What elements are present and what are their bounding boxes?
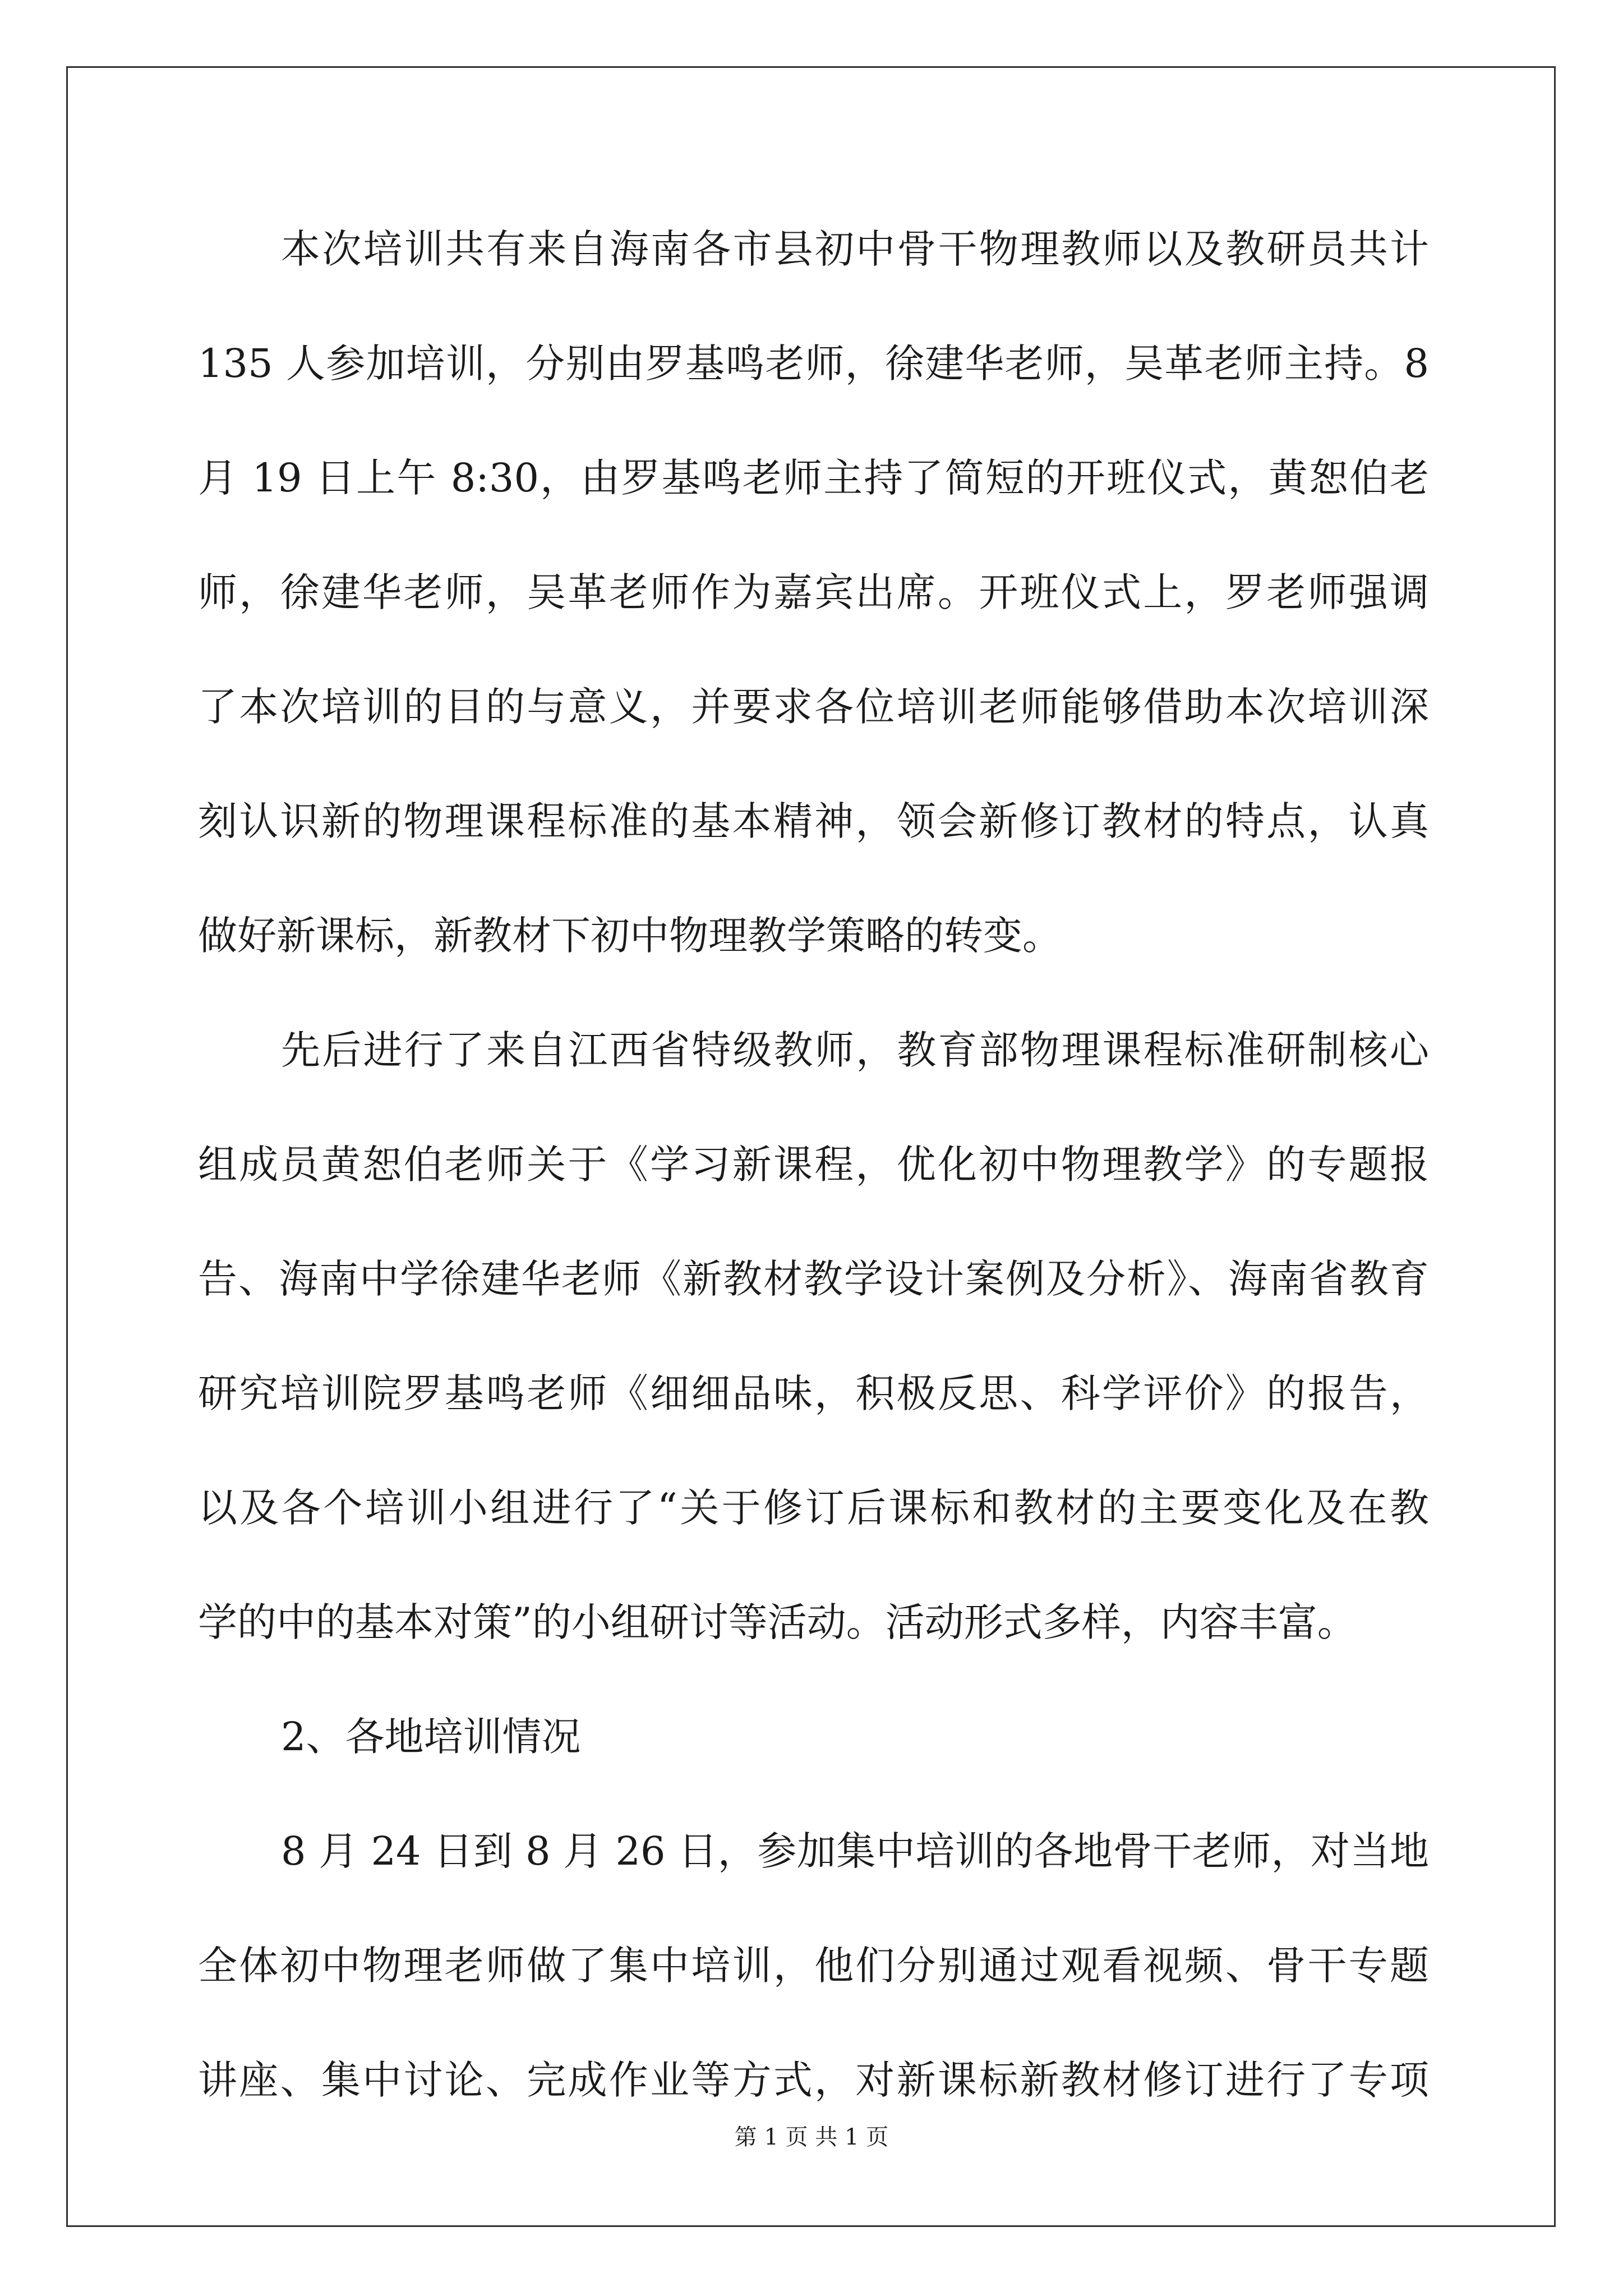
paragraph-2-line-4: 研究培训院罗基鸣老师《细细品味，积极反思、科学评价》的报告， <box>198 1370 1429 1416</box>
paragraph-1-line-7: 做好新课标，新教材下初中物理教学策略的转变。 <box>198 913 1062 959</box>
paragraph-2-line-6: 学的中的基本对策”的小组研讨等活动。活动形式多样，内容丰富。 <box>198 1599 1357 1645</box>
paragraph-1-line-3: 月 19 日上午 8:30，由罗基鸣老师主持了简短的开班仪式，黄恕伯老 <box>198 455 1429 501</box>
paragraph-1-line-5: 了本次培训的目的与意义，并要求各位培训老师能够借助本次培训深 <box>198 684 1429 730</box>
page-number-footer: 第 1 页 共 1 页 <box>734 2124 889 2150</box>
document-body <box>198 216 1429 2161</box>
paragraph-1-line-1: 本次培训共有来自海南各市县初中骨干物理教师以及教研员共计 <box>281 226 1429 272</box>
paragraph-4-line-2: 全体初中物理老师做了集中培训，他们分别通过观看视频、骨干专题 <box>198 1943 1429 1989</box>
paragraph-2-line-2: 组成员黄恕伯老师关于《学习新课程，优化初中物理教学》的专题报 <box>198 1142 1429 1188</box>
paragraph-2-line-3: 告、海南中学徐建华老师《新教材教学设计案例及分析》、海南省教育 <box>198 1256 1429 1302</box>
paragraph-1-line-2: 135 人参加培训，分别由罗基鸣老师，徐建华老师，吴革老师主持。8 <box>198 341 1429 386</box>
section-heading: 2、各地培训情况 <box>281 1714 581 1760</box>
paragraph-4-line-3: 讲座、集中讨论、完成作业等方式，对新课标新教材修订进行了专项 <box>198 2057 1429 2103</box>
paragraph-4-line-1: 8 月 24 日到 8 月 26 日，参加集中培训的各地骨干老师，对当地 <box>281 1828 1429 1874</box>
paragraph-2-line-5: 以及各个培训小组进行了“关于修订后课标和教材的主要变化及在教 <box>198 1485 1429 1531</box>
paragraph-1-line-6: 刻认识新的物理课程标准的基本精神，领会新修订教材的特点，认真 <box>198 798 1429 844</box>
paragraph-1-line-4: 师，徐建华老师，吴革老师作为嘉宾出席。开班仪式上，罗老师强调 <box>198 569 1429 615</box>
paragraph-2-line-1: 先后进行了来自江西省特级教师，教育部物理课程标准研制核心 <box>281 1027 1429 1073</box>
